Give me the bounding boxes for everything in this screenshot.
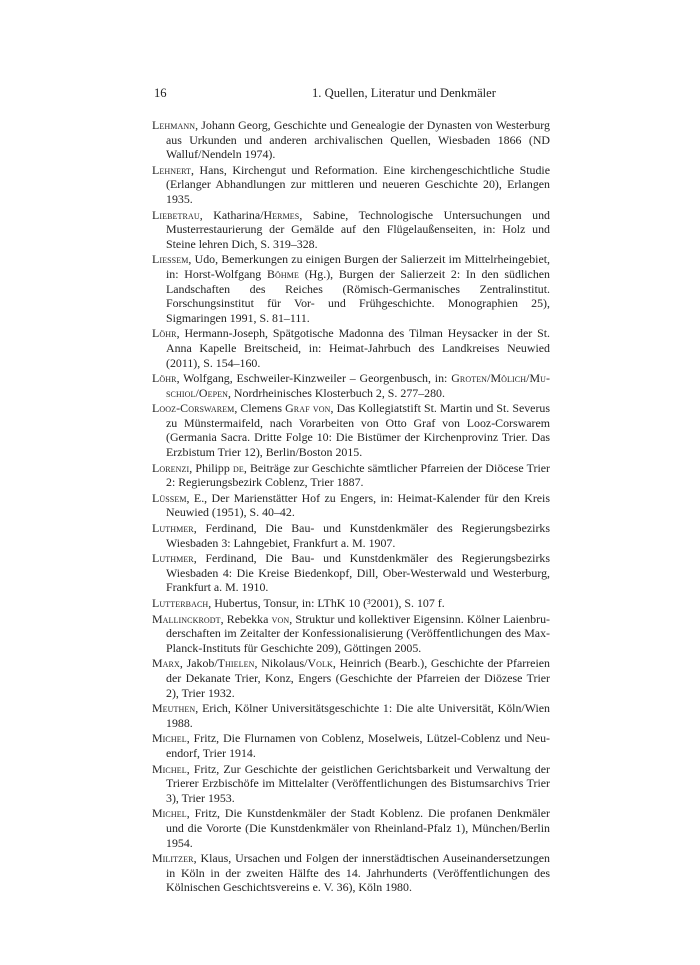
bibliography-entry	[152, 551, 550, 595]
entry-author: Luthmer	[152, 551, 194, 566]
entry-author: Liessem	[152, 252, 189, 267]
entry-author: Lutterbach	[152, 596, 209, 610]
entry-text: , Hermann-Joseph, Spätgotische Madonna des Tilman Heysacker in der St. Anna Kapelle Breitscheid, in: Heimat-Jahrbuch des Landkreises Neuwied (2011), S. 154–160.	[166, 326, 550, 370]
entry-text: (Hg.), Burgen der Salierzeit 2: In den südlichen Landschaften des Reiches (Römisch-Germanisches Zentralinstitut. Forschungsinstitut für Vor- und Frühgeschichte. Monographien 25), Sigmaringen 1991, S. 81–111.	[166, 266, 550, 325]
bibliography-entry	[152, 701, 550, 730]
bibliography-entry	[152, 163, 550, 207]
entry-text: , Katharina/	[199, 207, 264, 222]
page-header	[154, 84, 550, 102]
entry-author: Michel	[152, 731, 187, 746]
entry-author: Militzer	[152, 851, 194, 866]
entry-text: , Udo, Bemerkungen zu einigen Burgen der Salierzeit im Mittelrheingebiet, in: Horst-Wolfgang	[166, 252, 550, 281]
entry-author: Luthmer	[152, 521, 194, 536]
bibliography-entry	[152, 762, 550, 806]
entry-author: Looz-Corswarem	[152, 401, 235, 416]
entry-author: Graf von	[285, 401, 331, 416]
entry-text: , Ferdinand, Die Bau- und Kunstdenkmäler des Regierungsbezirks Wiesbaden 4: Die Kreise Biedenkopf, Dill, Ober-Westerwald und Westerburg, Frankfurt a. M. 1910.	[166, 551, 550, 595]
entry-text: , Nikolaus/	[254, 656, 308, 671]
entry-author: Michel	[152, 761, 187, 776]
bibliography-entry	[152, 806, 550, 850]
entry-text: , Klaus, Ursachen und Folgen der innerstädtischen Auseinandersetzungen in Köln in der zweiten Hälfte des 14. Jahrhunderts (Veröffentlichungen des Kölnischen Geschichtsvereins e. V. 36), Köln 1980.	[166, 851, 550, 895]
entry-text: , Das Kollegiatstift St. Martin und St. Severus zu Münstermaifeld, nach Vorarbeiten von Otto Graf von Looz-Corswarem (Germania Sacra. Dritte Folge 10: Die Bistümer der Kirchenprovinz Trier. Das Erzbistum Trier 12), Berlin/Boston 2015.	[166, 401, 550, 460]
bibliography-entry	[152, 656, 550, 700]
entry-author: Michel	[152, 806, 187, 821]
entry-text: , Philipp	[189, 460, 233, 475]
entry-author: Böhme	[267, 266, 299, 281]
entry-text: , Fritz, Zur Geschichte der geistlichen Gerichtsbarkeit und Verwaltung der Trierer Erzbischöfe im Mittelalter (Veröffentlichungen des Bistumsarchivs Trier 3), Trier 1953.	[166, 761, 550, 805]
entry-author: Hermes	[263, 207, 300, 222]
entry-author: Löhr	[152, 371, 177, 386]
entry-author: Liebetrau	[152, 207, 200, 222]
entry-text: , Sabine, Technologische Untersuchungen und Musterrestaurierung der Gemälde auf den Flügelaußenseiten, in: Holz und Steine lehren Dich, S. 319–328.	[166, 207, 550, 251]
entry-author: Mallinckrodt	[152, 611, 221, 626]
entry-text: , Erich, Kölner Universitätsgeschichte 1: Die alte Universität, Köln/Wien 1988.	[166, 701, 550, 730]
entry-text: , Wolfgang, Eschweiler-Kinzweiler – Georgenbusch, in:	[176, 371, 452, 386]
entry-text: , Jakob/	[179, 656, 218, 671]
entry-author: Löhr	[152, 326, 177, 341]
entry-author: Groten/Mölich/Muschiol/Oepen	[166, 371, 550, 400]
entry-author: Marx	[152, 656, 180, 671]
bibliography-entry	[152, 401, 550, 459]
entry-text: , Beiträge zur Geschichte sämtlicher Pfarreien der Diöcese Trier 2: Regierungsbezirk Coblenz, Trier 1887.	[166, 460, 550, 490]
entry-text: , Fritz, Die Kunstdenkmäler der Stadt Koblenz. Die profanen Denkmäler und die Vororte (Die Kunstdenkmäler von Rheinland-Pfalz 1), München/Berlin 1954.	[166, 806, 550, 850]
running-title: 1. Quellen, Literatur und Denkmäler	[312, 86, 496, 100]
entry-text: , Ferdinand, Die Bau- und Kunstdenkmäler des Regierungsbezirks Wiesbaden 3: Lahngebiet, Frankfurt a. M. 1907.	[166, 521, 550, 550]
bibliography-entry	[152, 371, 550, 400]
entry-text: , E., Der Marienstätter Hof zu Engers, in: Heimat-Kalender für den Kreis Neuwied (1951), S. 40–42.	[166, 490, 550, 520]
entry-author: von	[271, 611, 290, 626]
entry-text: , Hubertus, Tonsur, in: LThK 10 (³2001), S. 107 f.	[208, 596, 445, 610]
bibliography-entry	[152, 491, 550, 520]
entry-author: Lehnert	[152, 162, 192, 177]
bibliography-entry	[152, 612, 550, 656]
bibliography-entry	[152, 596, 550, 611]
entry-author: de	[232, 460, 244, 475]
entry-text: , Johann Georg, Geschichte und Genealogie der Dynasten von Westerburg aus Urkunden und anderen archivalischen Quellen, Wiesbaden 1866 (ND Walluf/Nendeln 1974).	[166, 118, 550, 162]
entry-author: Volk	[307, 656, 333, 671]
bibliography-entry	[152, 851, 550, 895]
entry-author: Lüssem	[152, 490, 187, 505]
bibliography-entry	[152, 118, 550, 162]
entry-text: , Heinrich (Bearb.), Geschichte der Pfarreien der Dekanate Trier, Konz, Engers (Geschichte der Pfarreien der Diözese Trier 2), Trier 1932.	[166, 656, 550, 700]
entry-text: , Clemens	[234, 401, 286, 416]
entry-author: Lehmann	[152, 118, 196, 132]
entry-text: , Struktur und kollektiver Eigensinn. Kölner Laienbruderschaften im Zeitalter der Konfessionalisierung (Veröffentlichungen des Max-Planck-Instituts für Geschichte 209), Göttingen 2005.	[166, 611, 550, 655]
bibliography-entry	[152, 521, 550, 550]
entry-text: , Rebekka	[220, 611, 272, 626]
bibliography-entry	[152, 461, 550, 490]
entry-text: , Fritz, Die Flurnamen von Coblenz, Moselweis, Lützel-Coblenz und Neuendorf, Trier 1914.	[166, 731, 550, 760]
bibliography-entry	[152, 326, 550, 370]
bibliography-entry	[152, 208, 550, 252]
entry-author: Meuthen	[152, 701, 196, 716]
bibliography-entry	[152, 731, 550, 760]
entry-author: Thielen	[217, 656, 255, 671]
bibliography-entry	[152, 252, 550, 325]
entry-text: , Hans, Kirchengut und Reformation. Eine kirchengeschichtliche Studie (Erlanger Abhandlungen zur mittleren und neueren Geschichte 20), Erlangen 1935.	[166, 162, 550, 206]
entry-author: Lorenzi	[152, 460, 190, 475]
entry-text: , Nordrheinisches Klosterbuch 2, S. 277–280.	[227, 385, 445, 400]
page-number: 16	[154, 86, 167, 100]
bibliography-list	[152, 118, 550, 896]
